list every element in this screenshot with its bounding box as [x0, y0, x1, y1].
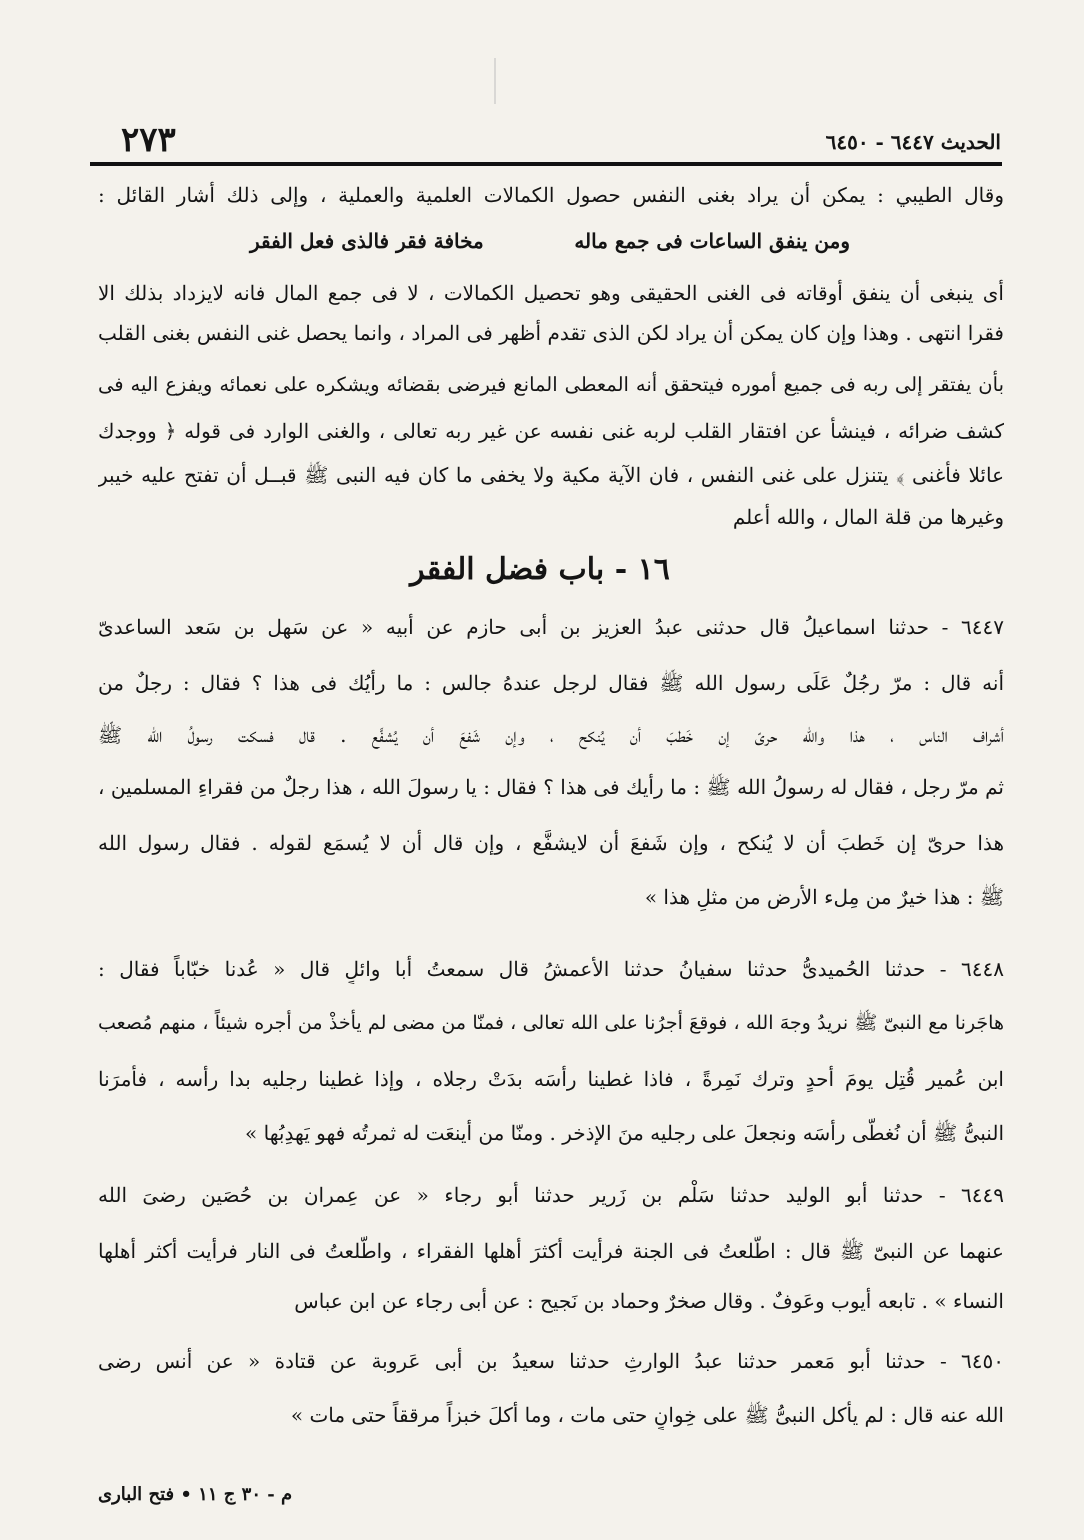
page-header: [95, 118, 1001, 160]
intro-line: وغيرها من قلة المال ، والله أعلم: [732, 505, 1004, 529]
hadith-line: النبىُّ ﷺ أن نُغطّى رأسَه ونجعلَ على رجليه منَ الإذخر . ومنّا من أينعَت له ثمرتُه فهو يَهدِبُها »: [245, 1121, 1004, 1145]
intro-line: أى ينبغى أن ينفق أوقاته فى الغنى الحقيقى وهو تحصيل الكمالات ، لا فى جمع المال فانه لايزداد بذلك الا: [98, 281, 1004, 305]
hadith-line: أشراف الناس ، هذا والله حرىّ إن خَطبَ أن يُنكح ، وإن شَفعَ أن يُشفَّع . قال فسكت رسولُ الله ﷺ: [98, 723, 1004, 747]
paper-mark: [494, 58, 496, 104]
intro-line: عائلا فأغنى ﴾ يتنزل على غنى النفس ، فان الآية مكية ولا يخفى ما كان فيه النبى ﷺ قبــل أن تفتح عليه خيبر: [98, 463, 1004, 487]
hadith-line: ﷺ : هذا خيرٌ من مِلء الأرض من مثلِ هذا »: [644, 885, 1004, 909]
hadith-line: ٦٤٥٠ - حدثنا أبو مَعمر حدثنا عبدُ الوارثِ حدثنا سعيدُ بن أبى عَروبة عن قتادة « عن أنس رضى: [98, 1349, 1004, 1373]
intro-line: وقال الطيبي : يمكن أن يراد بغنى النفس حصول الكمالات العلمية والعملية ، وإلى ذلك أشار القائل :: [98, 183, 1004, 207]
hadith-line: ٦٤٤٩ - حدثنا أبو الوليد حدثنا سَلْم بن زَرير حدثنا أبو رجاء « عن عِمران بن حُصَين رضىَ الله: [98, 1183, 1004, 1207]
hadith-line: هذا حرىّ إن خَطبَ أن لا يُنكح ، وإن شَفعَ أن لايشفَّع ، وإن قال أن لا يُسمَع لقوله . فقال رسول الله: [98, 831, 1004, 855]
page-footer: م - ٣٠ ج ١١ • فتح البارى: [98, 1484, 293, 1505]
chapter-title: ١٦ - باب فضل الفقر: [410, 552, 670, 587]
page-number: ٢٧٣: [121, 120, 176, 160]
hadith-line: ثم مرّ رجل ، فقال له رسولُ الله ﷺ : ما رأيك فى هذا ؟ فقال : يا رسولَ الله ، هذا رجلٌ من فقراءِ المسلمين ،: [98, 775, 1004, 799]
intro-line: بأن يفتقر إلى ربه فى جميع أموره فيتحقق أنه المعطى المانع فيرضى بقضائه ويشكره على نعمائه ويفزع اليه فى: [98, 373, 1004, 396]
running-title: الحديث ٦٤٤٧ - ٦٤٥٠: [825, 130, 1001, 154]
hadith-line: أنه قال : مرّ رجُلٌ عَلَى رسول الله ﷺ فقال لرجل عندهُ جالس : ما رأيُك فى هذا ؟ فقال : رجلٌ من: [98, 671, 1004, 695]
hadith-line: هاجَرنا مع النبىّ ﷺ نريدُ وجهَ الله ، فوقعَ أجرُنا على الله تعالى ، فمنّا من مضى لم يأخذْ من أجره شيئاً ، منهم مُصعب: [98, 1012, 1004, 1034]
verse-hemistich-right: ومن ينفق الساعات فى جمع ماله: [574, 229, 850, 253]
hadith-line: النساء » . تابعه أيوب وعَوفٌ . وقال صخرٌ وحماد بن نَجيح : عن أبى رجاء عن ابن عباس: [294, 1289, 1004, 1313]
intro-line: فقرا انتهى . وهذا وإن كان يمكن أن يراد لكن الذى تقدم أظهر فى المراد ، وانما يحصل غنى النفس بغنى القلب: [98, 321, 1004, 345]
hadith-line: الله عنه قال : لم يأكل النبىُّ ﷺ على خِوانٍ حتى مات ، وما أكلَ خبزاً مرققاً حتى مات »: [290, 1403, 1004, 1427]
verse-hemistich-left: مخافة فقر فالذى فعل الفقر: [250, 229, 484, 253]
intro-line: كشف ضرائه ، فينشأ عن افتقار القلب لربه غنى نفسه عن غير ربه تعالى ، والغنى الوارد فى قوله ﴿ ووجدك: [98, 419, 1004, 443]
hadith-line: ٦٤٤٧ - حدثنا اسماعيلُ قال حدثنى عبدُ العزيز بن أبى حازم عن أبيه « عن سَهل بن سَعد الساعدىّ: [98, 615, 1004, 639]
hadith-line: ابن عُمير قُتِل يومَ أحدٍ وترك نَمِرةً ، فاذا غطينا رأسَه بدَتْ رجلاه ، وإذا غطينا رجليه بدا رأسه ، فأمرَنا: [98, 1067, 1004, 1091]
header-rule: [90, 162, 1002, 166]
hadith-line: عنهما عن النبىّ ﷺ قال : اطّلعتُ فى الجنة فرأيت أكثرَ أهلها الفقراء ، واطّلعتُ فى النار فرأيت أكثر أهلها: [98, 1239, 1004, 1263]
hadith-line: ٦٤٤٨ - حدثنا الحُميدىُّ حدثنا سفيانُ حدثنا الأعمشُ قال سمعتُ أبا وائلٍ قال « عُدنا خبّاباً فقال :: [98, 957, 1004, 981]
